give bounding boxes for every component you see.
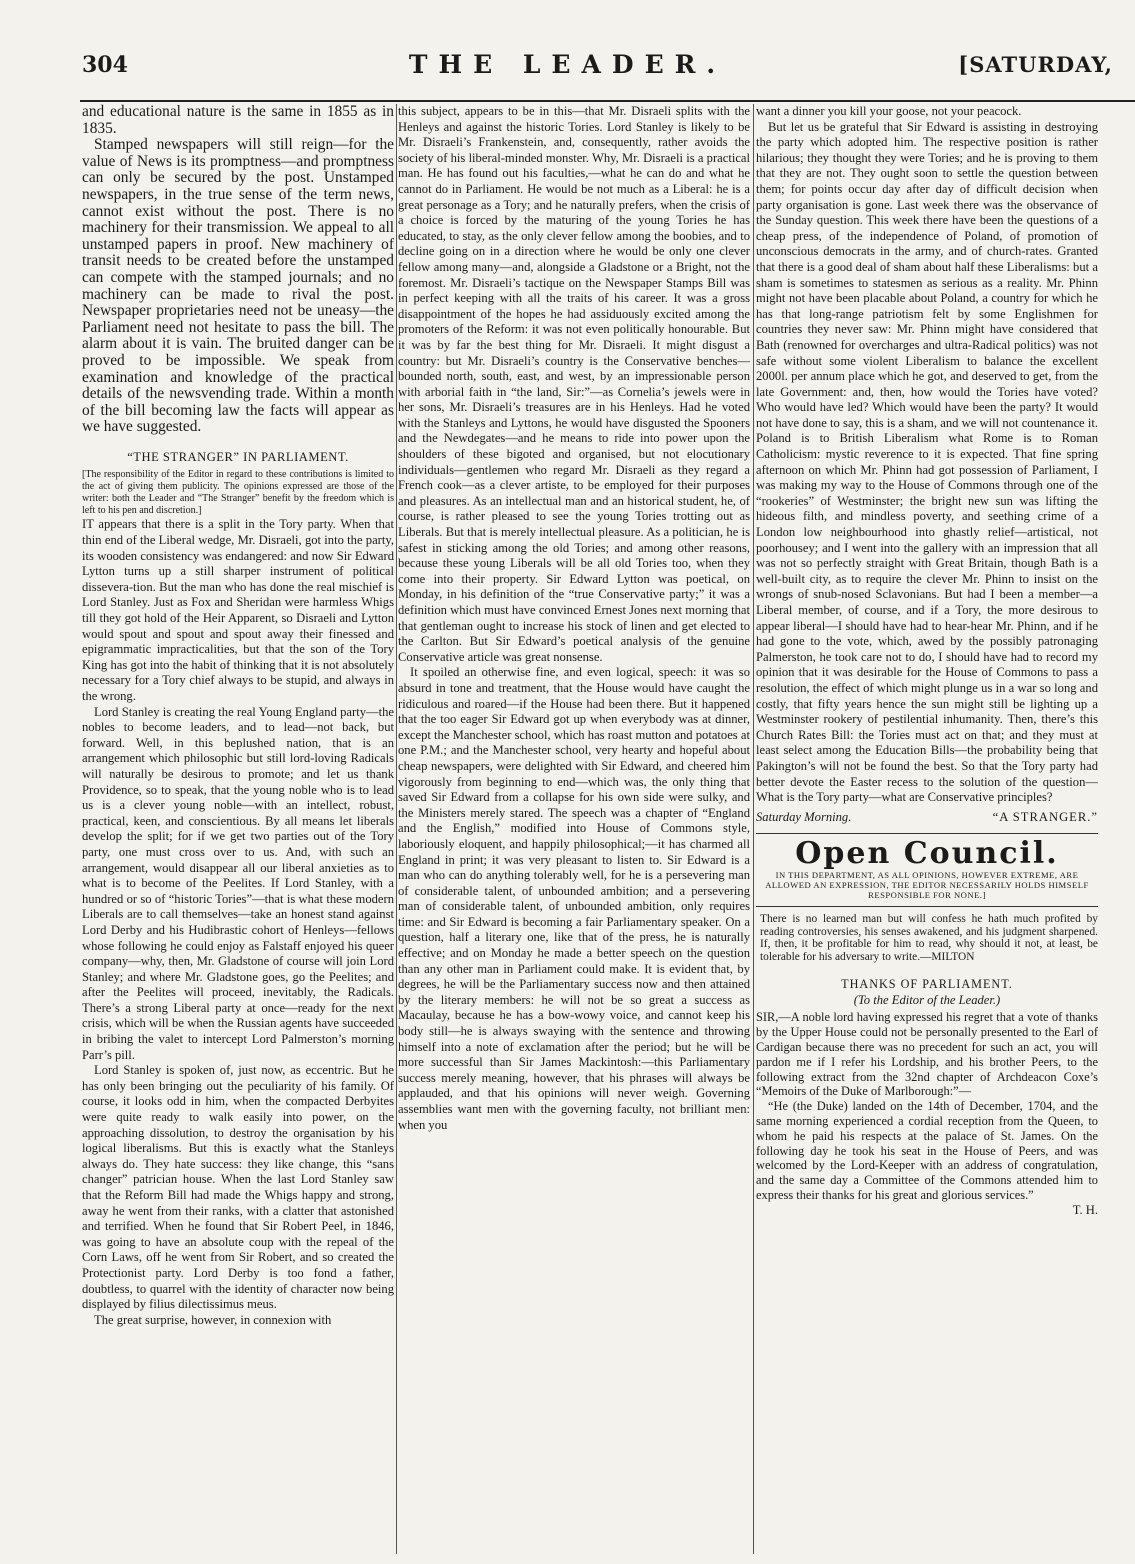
section-rule [756, 833, 1098, 834]
article-paragraph: The great surprise, however, in connexion with [94, 1312, 332, 1327]
section-title-open-council: Open Council. [795, 836, 1059, 872]
header-day: [SATURDAY, [958, 52, 1113, 77]
letter-signature: T. H. [1072, 1202, 1098, 1217]
letter-paragraph: SIR,—A noble lord having expressed his regret that a vote of thanks by the Upper House could not be personally presented to the Earl of Cardigan because there was no precedent for such an act, you will pardon me if I refer his Lordship, and his brother Peers, to the following extract from the 32nd chapter of Archdeacon Coxe’s “Memoirs of the Duke of Marlborough:”— [756, 1010, 1098, 1099]
article-paragraph: this subject, appears to be in this—that Mr. Disraeli splits with the Henleys and against the historic Tories. Lord Stanley is likely to be Mr. Disraeli’s Frankenstein, and, consequently, rather avoids the society of his liberal-minded monster. Why, Mr. Disraeli is a practical man. He has found out his faculties,—what he can do and what he cannot do in Parliament. He would be not much as a Liberal: he is a great personage as a Tory; and he naturally prefers, when the crisis of a choice is forced by the maturing of the young Tories he has educated, to stay, as the only clever fellow among the boobies, and to decline going on in a direction where he would be only one clever fellow among many—and, alongside a Gladstone or a Bright, not the foremost. Mr. Disraeli’s tactique on the Newspaper Stamps Bill was in perfect keeping with all the traits of his career. It was a gross disappointment of the hopes he had assiduously excited among the promoters of the Reform: it was not even politically honourable. But it was by far the best thing for Mr. Disraeli. It might disgust a country: but Mr. Disraeli’s country is the Conservative benches—bounded north, south, east, and west, by an impressionable person with arborial faith in “the land, Sir:”—as Cornelia’s jewels were in her sons, Mr. Disraeli’s treasures are in his Henleys. Had he voted with the Stanleys and Lyttons, he would have disgusted the Spooners and the Newdegates—and he means to ride into power upon the shoulders of these bigoted and organised, but not elocutionary individuals—gentlemen who regard Mr. Disraeli as they regard a French cook—as a clever artiste, to be employed for their purposes and pleasures. As an intellectual man and an historical student, he, of course, is rather pleased to see the young Tories trotting out as Liberals. But that is merely intellectual pleasure. As a politician, he is safest in sticking among the old Tories; and among other reasons, because these young Liberals will be all old Tories too, when they come into their property. Sir Edward Lytton was poetical, on Monday, in his definition of the “true Conservative party;” it was a definition which must have convinced Ernest Jones next morning that that gentleman ought to increase his stock of linen and get elected to the Carlton. But Sir Edward’s poetical analysis of the genuine Conservative article was great nonsense. [398, 104, 750, 664]
column-divider [396, 104, 397, 1554]
header-rule [80, 100, 1135, 102]
open-council-notice: IN THIS DEPARTMENT, AS ALL OPINIONS, HOWEVER EXTREME, ARE ALLOWED AN EXPRESSION, THE EDITOR NECESSARILY HOLDS HIMSELF RESPONSIBLE FOR NONE.] [765, 869, 1089, 900]
letter-headline: THANKS OF PARLIAMENT. [841, 977, 1013, 992]
milton-quote: There is no learned man but will confess he hath much profited by reading controversies, his senses awakened, and his judgment sharpened. If, then, it be profitable for him to read, why should it not, at least, be tolerable for his adversary to write.—MILTON [760, 912, 1098, 963]
letter-addressee: (To the Editor of the Leader.) [853, 992, 1001, 1007]
letter-body [756, 1010, 1098, 1218]
letter-paragraph: “He (the Duke) landed on the 14th of December, 1704, and the same morning experienced a cordial reception from the Queen, to whom he paid his respects at the palace of St. James. On the following day he took his seat in the House of Peers, and was welcomed by the Lord-Keeper with an address of congratulation, and the same day a Committee of the Commons attended him to express their thanks for his great and glorious services.” [756, 1099, 1098, 1203]
section-headline: “THE STRANGER” IN PARLIAMENT. [127, 449, 349, 464]
section-rule [756, 906, 1098, 907]
masthead [0, 40, 1135, 102]
column-3 [756, 104, 1098, 1554]
article-paragraph: want a dinner you kill your goose, not your peacock. [756, 104, 1022, 118]
signature-name: “A STRANGER.” [992, 809, 1098, 824]
article-paragraph: Lord Stanley is spoken of, just now, as eccentric. But he has only been bringing out the peculiarity of his family. Of course, it looks odd in him, when the compacted Derbyites were quite ready to walk easily into power, on the approaching dissolution, to destroy the organisation by his logical liberalisms. But this is exactly what the Stanleys always do. They hate success: they like change, this “sans changer” patrician house. When the last Lord Stanley saw that the Reform Bill had made the Whigs happy and strong, away he went from their ranks, with a clatter that astonished and terrified. When he found that Sir Robert Peel, in 1846, was going to have an absolute coup with the repeal of the Corn Laws, off he went from Sir Robert, and so created the Protectionist party. Lord Derby is too fond a father, doubtless, to quarrel with the identity of character now being displayed by filius dilectissimus meus. [82, 1063, 394, 1312]
page-number: 304 [82, 52, 128, 78]
article-signature [756, 810, 1098, 826]
column-2 [398, 104, 750, 1554]
editor-notice: [The responsibility of the Editor in regard to these contributions is limited to the act of giving them publicity. The opinions expressed are those of the writer: both the Leader and “The Stranger” benefit by the freedom which is left to his pen and discretion.] [82, 469, 394, 517]
article-paragraph: Stamped newspapers will still reign—for the value of News is its promptness—and promptness can only be secured by the post. Unstamped newspapers, in the true sense of the term news, cannot exist without the post. There is no machinery for their transmission. We appeal to all unstamped papers in proof. New machinery of transit needs to be created before the unstamped can compete with the stamped journals; and no machinery can be made to rival the post. Newspaper proprietaries need not be uneasy—the Parliament need not hesitate to pass the bill. The alarm about it is vain. The bruited danger can be proved to be impossible. We speak from examination and knowledge of the practical details of the newsvending trade. Within a month of the bill becoming law the facts will appear as we have suggested. [82, 136, 394, 436]
letter-footer [756, 1203, 1098, 1219]
signature-date: Saturday Morning. [756, 809, 852, 824]
article-paragraph: Lord Stanley is creating the real Young England party—the nobles to become leaders, and to lead—not back, but forward. Well, in this beplushed nation, that is an arrangement which philosophic but still lord-loving Radicals will naturally be desirous to promote; and let us thank Providence, so to speak, that the young noble who is to lead us is a clever young noble—with an intellect, robust, practical, keen, and conscientious. By all means let liberals develop the split; for if we get two parties out of the Tory party, one must cross over to us. And, with such an arrangement, would disappear all our liberal anxieties as to what is to become of the Peelites. If Lord Stanley, with a hundred or so of “historic Tories”—that is what these modern Liberals are to call themselves—take an honest stand against Lord Derby and his Hudibrastic cohort of Henleys—fellows whose following he could enjoy as Falstaff enjoyed his queer company—why, then, Mr. Gladstone of course will join Lord Stanley; and where Mr. Gladstone goes, go the Peelites; and after the Peelites will proceed, inevitably, the Radicals. There’s a strong Liberal party at once—ready for the next crisis, which will be when the Russian agents have succeeded in bribing the valet to intercept Lord Palmerston’s morning Parr’s pill. [82, 704, 394, 1062]
column-divider [753, 104, 754, 1554]
article-paragraph: and educational nature is the same in 1855 as in 1835. [82, 104, 394, 137]
column-1 [82, 104, 394, 1554]
article-paragraph: But let us be grateful that Sir Edward is assisting in destroying the party which adopted him. The respective position is rather hilarious; they thought they were Tories; and he is proving to them that they are not. They ought soon to settle the question between them; for points occur day after day of difficult decision when party organisation is gone. Last week there was the observance of the Sunday question. This week there have been the questions of a cheap press, of the independence of Poland, of promotion of unconscious democrats in the army, and of church-rates. Granted that there is a good deal of sham about half these Liberalisms: but a sham is sometimes to statesmen as serious as a reality. Mr. Phinn might not have been placable about Poland, a country for which he has that long-range patriotism felt by some Englishmen for countries they never saw: Mr. Phinn might have considered that Bath (renowned for overcharges and ultra-Radical politics) was not safe without some violent Liberalism to balance the excellent 2000l. per annum place which he got, and deserved to get, from the late Government: and, then, how would the Tories have voted? Who would have led? Which would have been the party? It would not have done to say, this is a sham, and we will not countenance it. Poland is to British Liberalism what Rome is to Roman Catholicism: mystic reverence to it is expected. That fine spring afternoon on which Mr. Phinn had got possession of Parliament, I was making my way to the House of Commons through one of the “rookeries” of Westminster; the bright new sun was lifting the hideous filth, and mindless poverty, and seething crime of a London low neighbourhood into ghastly relief—artistical, not poorhousey; and I went into the gallery with an impression that all was not so perfectly straight with Great Britain, though Bath is a well-built city, as to require the clever Mr. Phinn to insist on the wrongs of snub-nosed Sclavonians. But had I been a member—a Liberal member, of course, and if a Tory, the more desirous to appear liberal—I should have had to hear-hear Mr. Phinn, and if he had gone to the vote, which, awed by the possibly patronaging Palmerston, he took care not to do, I should have had to record my opinion that it was desirable for the House of Commons to pass a resolution, the effect of which might plunge us in a war so long and costly, that fifty years hence the sun might still be lighting up a Westminster rookery of pestilential inhumanity. Then, there’s this Church Rates Bill: the Tories must act on that; and they must at least select among the Education Bills—the probability being that Pakington’s will not be found the best. So that the Tory party had better devote the Easter recess to the solution of the question—What is the Tory party—what are Conservative principles? [756, 119, 1098, 805]
article-paragraph: It spoiled an otherwise fine, and even logical, speech: it was so absurd in tone and treatment, that the House would have caught the ridiculous and roared—if the House had been there. But it happened that the too eager Sir Edward got up when everybody was at dinner, except the Manchester school, which has roast mutton and potatoes at one P.M.; and the Manchester school, very hearty and hopeful about cheap newspapers, were delighted with Sir Edward, and cheered him vigorously from beginning to end—which was, the only thing that saved Sir Edward from a collapse for his own side were sulky, and the Ministers merely stared. The speech was a chapter of “England and the English,” modified into House of Commons style, laboriously eloquent, and happily philosophical;—it has charmed all England in print; it was very pleasant to listen to. Sir Edward is a man who can do anything tolerably well, for he is a persevering man of considerable talent, of unbounded ambition; and a persevering man of considerable talent, of unbounded ambition, only requires time: and Sir Edward is becoming a fair Parliamentary speaker. On a question, half a literary one, like that of the press, he is naturally effective; and on Monday he made a better speech on the question than any other man in Parliament could make. It is evident that, by degrees, he will be the Parliamentary success now and then attained by the literary members: he will not be so great a success as Macaulay, because he has a bow-wowy voice, and cannot keep his body still—he is always swaying with the sentence and throwing himself into a note of exclamation after the period; but he will be more successful than Sir James Mackintosh:—this Parliamentary success merely meaning, however, that his phrases will always be applauded, and that his opinions will never weigh. Governing assemblies want men with the governing faculty, not brilliant men: when you [398, 665, 750, 1132]
newspaper-title: THE LEADER. [408, 50, 727, 79]
article-paragraph: IT appears that there is a split in the Tory party. When that thin end of the Liberal wedge, Mr. Disraeli, got into the party, its wooden consistency was endangered: and now Sir Edward Lytton turns up a still sharper instrument of political dissevera-tion. But the man who has done the real mischief is Lord Stanley. Just as Fox and Sheridan were harmless Whigs till they got hold of the Heir Apparent, so Disraeli and Lytton would spout and spout and spout away their finessed and epigrammatic impracticalities, but that the son of the Tory King has got into the habit of thinking that it is not absolutely necessary for a Tory chief always to be stupid, and always in the wrong. [82, 517, 394, 703]
